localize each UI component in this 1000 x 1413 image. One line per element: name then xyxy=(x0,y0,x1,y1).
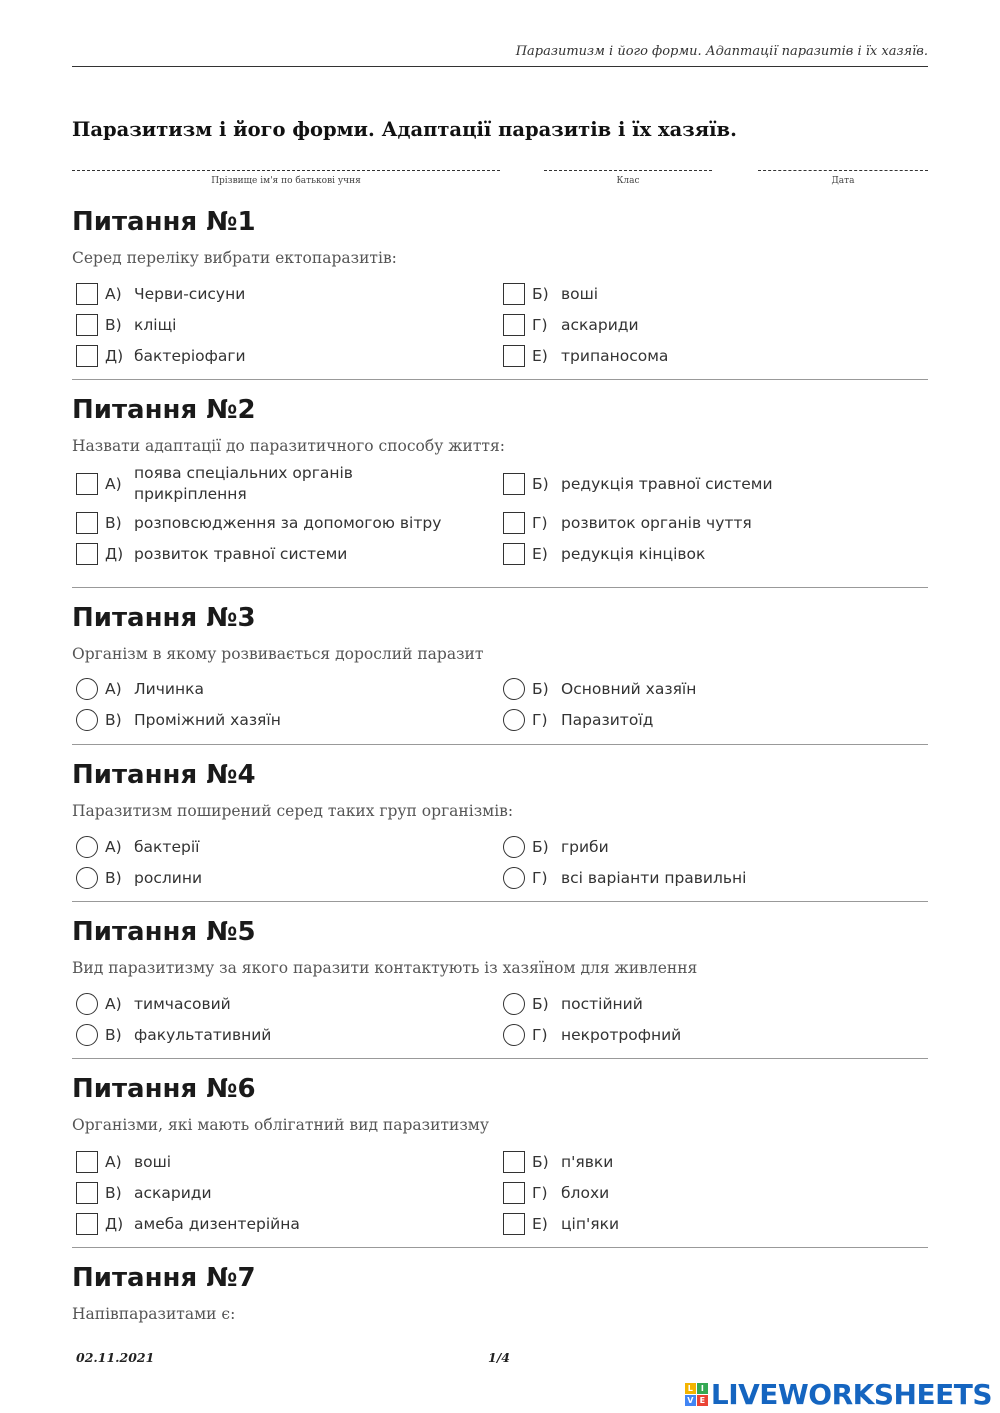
question-prompt: Серед переліку вибрати ектопаразитів: xyxy=(72,249,397,267)
answer-option[interactable] xyxy=(72,462,492,506)
question-heading: Питання №5 xyxy=(72,917,256,947)
radio-button[interactable] xyxy=(76,836,98,858)
checkbox[interactable] xyxy=(503,1182,525,1204)
option-text: гриби xyxy=(561,837,609,856)
option-letter: Б) xyxy=(532,680,549,698)
option-text: кліщі xyxy=(134,315,177,334)
answer-option[interactable] xyxy=(72,989,492,1019)
radio-button[interactable] xyxy=(76,867,98,889)
name-caption: Прізвище ім'я по батькові учня xyxy=(211,176,361,186)
logo-cell: I xyxy=(697,1383,708,1394)
question-heading: Питання №4 xyxy=(72,760,256,790)
footer-page-number: 1/4 xyxy=(488,1350,510,1365)
checkbox[interactable] xyxy=(503,314,525,336)
checkbox[interactable] xyxy=(76,314,98,336)
question-prompt: Організми, які мають облігатний вид паразитизму xyxy=(72,1116,489,1134)
answer-option[interactable] xyxy=(499,989,919,1019)
answer-option[interactable] xyxy=(499,508,919,538)
answer-option[interactable] xyxy=(72,863,492,893)
checkbox[interactable] xyxy=(76,283,98,305)
option-text: Паразитоїд xyxy=(561,710,654,729)
radio-button[interactable] xyxy=(76,678,98,700)
logo-cell: V xyxy=(685,1395,696,1406)
answer-option[interactable] xyxy=(72,279,492,309)
answer-option[interactable] xyxy=(72,1178,492,1208)
option-text: постійний xyxy=(561,994,643,1013)
option-text: розвиток органів чуття xyxy=(561,513,752,532)
checkbox[interactable] xyxy=(503,473,525,495)
class-field[interactable] xyxy=(544,158,712,186)
date-caption: Дата xyxy=(831,176,855,186)
radio-button[interactable] xyxy=(503,678,525,700)
radio-button[interactable] xyxy=(76,993,98,1015)
answer-option[interactable] xyxy=(499,1209,919,1239)
question-3 xyxy=(72,600,928,666)
answer-option[interactable] xyxy=(72,539,492,569)
option-letter: Б) xyxy=(532,1153,549,1171)
question-heading: Питання №2 xyxy=(72,395,256,425)
question-6 xyxy=(72,1071,928,1137)
name-blank-line xyxy=(72,170,500,171)
radio-button[interactable] xyxy=(76,1024,98,1046)
question-heading: Питання №6 xyxy=(72,1074,256,1104)
option-text: воші xyxy=(134,1152,172,1171)
option-text: п'явки xyxy=(561,1152,614,1171)
brand-word-live: LIVE xyxy=(710,1378,778,1411)
class-caption: Клас xyxy=(616,176,640,186)
question-divider xyxy=(72,379,928,380)
answer-option[interactable] xyxy=(499,1147,919,1177)
header-rule xyxy=(72,66,928,67)
option-letter: Г) xyxy=(532,316,548,334)
checkbox[interactable] xyxy=(503,283,525,305)
option-text: бактеріофаги xyxy=(134,346,246,365)
checkbox[interactable] xyxy=(503,512,525,534)
checkbox[interactable] xyxy=(76,1151,98,1173)
option-letter: Д) xyxy=(105,1215,124,1233)
footer-date: 02.11.2021 xyxy=(76,1350,155,1365)
option-letter: А) xyxy=(105,680,122,698)
liveworksheets-logo-icon xyxy=(685,1383,708,1406)
radio-button[interactable] xyxy=(503,1024,525,1046)
option-letter: Г) xyxy=(532,514,548,532)
option-letter: В) xyxy=(105,1026,122,1044)
option-letter: Б) xyxy=(532,475,549,493)
option-text: аскариди xyxy=(561,315,639,334)
option-text: ціп'яки xyxy=(561,1214,620,1233)
radio-button[interactable] xyxy=(503,993,525,1015)
answer-option[interactable] xyxy=(72,705,492,735)
option-text: блохи xyxy=(561,1183,610,1202)
option-text: бактерії xyxy=(134,837,200,856)
option-letter: В) xyxy=(105,316,122,334)
answer-option[interactable] xyxy=(72,1020,492,1050)
option-text: поява спеціальних органів прикріплення xyxy=(134,464,353,503)
option-letter: А) xyxy=(105,838,122,856)
option-letter: Г) xyxy=(532,869,548,887)
answer-option[interactable] xyxy=(499,674,919,704)
answer-option[interactable] xyxy=(499,863,919,893)
name-field[interactable] xyxy=(72,158,500,186)
option-text: Личинка xyxy=(134,679,204,698)
date-field[interactable] xyxy=(758,158,928,186)
answer-option[interactable] xyxy=(72,832,492,862)
option-text: редукція кінцівок xyxy=(561,544,706,563)
option-letter: В) xyxy=(105,514,122,532)
option-text: воші xyxy=(561,284,599,303)
option-letter: Е) xyxy=(532,1215,548,1233)
checkbox[interactable] xyxy=(76,543,98,565)
date-blank-line xyxy=(758,170,928,171)
option-text: редукція травної системи xyxy=(561,474,773,493)
option-letter: А) xyxy=(105,475,122,493)
logo-cell: L xyxy=(685,1383,696,1394)
question-heading: Питання №1 xyxy=(72,207,256,237)
option-text: трипаносома xyxy=(561,346,669,365)
question-divider xyxy=(72,744,928,745)
option-text: Черви-сисуни xyxy=(134,284,246,303)
option-letter: Д) xyxy=(105,545,124,563)
question-7 xyxy=(72,1260,928,1326)
answer-option[interactable] xyxy=(499,539,919,569)
answer-option[interactable] xyxy=(72,341,492,371)
question-heading: Питання №7 xyxy=(72,1263,256,1293)
question-2 xyxy=(72,392,928,458)
option-letter: Е) xyxy=(532,347,548,365)
option-letter: Г) xyxy=(532,1184,548,1202)
answer-option[interactable] xyxy=(72,508,492,538)
answer-option[interactable] xyxy=(72,674,492,704)
option-text: розвиток травної системи xyxy=(134,544,348,563)
answer-option[interactable] xyxy=(72,1147,492,1177)
option-letter: Б) xyxy=(532,995,549,1013)
answer-option[interactable] xyxy=(499,279,919,309)
option-text: розповсюдження за допомогою вітру xyxy=(134,513,442,532)
radio-button[interactable] xyxy=(503,867,525,889)
option-letter: А) xyxy=(105,1153,122,1171)
checkbox[interactable] xyxy=(503,543,525,565)
answer-option[interactable] xyxy=(499,341,919,371)
option-text: Проміжний хазяїн xyxy=(134,710,281,729)
question-divider xyxy=(72,587,928,588)
option-letter: Г) xyxy=(532,1026,548,1044)
running-header: Паразитизм і його форми. Адаптації паразитів і їх хазяїв. xyxy=(515,44,928,59)
option-text: некротрофний xyxy=(561,1025,682,1044)
option-text: Основний хазяїн xyxy=(561,679,697,698)
brand-word-rest: WORKSHEETS xyxy=(777,1378,992,1411)
radio-button[interactable] xyxy=(503,836,525,858)
question-divider xyxy=(72,1247,928,1248)
radio-button[interactable] xyxy=(76,709,98,731)
option-letter: Б) xyxy=(532,838,549,856)
class-blank-line xyxy=(544,170,712,171)
checkbox[interactable] xyxy=(76,1213,98,1235)
option-letter: Е) xyxy=(532,545,548,563)
checkbox[interactable] xyxy=(76,512,98,534)
answer-option[interactable] xyxy=(72,1209,492,1239)
checkbox[interactable] xyxy=(503,1213,525,1235)
checkbox[interactable] xyxy=(76,345,98,367)
option-text: амеба дизентерійна xyxy=(134,1214,300,1233)
question-prompt: Вид паразитизму за якого паразити контактують із хазяїном для живлення xyxy=(72,959,698,977)
option-text: аскариди xyxy=(134,1183,212,1202)
answer-option[interactable] xyxy=(499,832,919,862)
question-4 xyxy=(72,757,928,823)
option-letter: В) xyxy=(105,711,122,729)
option-letter: А) xyxy=(105,285,122,303)
answer-option[interactable] xyxy=(499,1178,919,1208)
answer-option[interactable] xyxy=(499,705,919,735)
logo-cell: E xyxy=(697,1395,708,1406)
question-5 xyxy=(72,914,928,980)
checkbox[interactable] xyxy=(503,345,525,367)
radio-button[interactable] xyxy=(503,709,525,731)
answer-option[interactable] xyxy=(72,310,492,340)
answer-option[interactable] xyxy=(499,462,919,506)
question-prompt: Паразитизм поширений серед таких груп організмів: xyxy=(72,802,514,820)
checkbox[interactable] xyxy=(503,1151,525,1173)
option-text: факультативний xyxy=(134,1025,272,1044)
question-prompt: Назвати адаптації до паразитичного способу життя: xyxy=(72,437,505,455)
question-divider xyxy=(72,1058,928,1059)
document-title: Паразитизм і його форми. Адаптації паразитів і їх хазяїв. xyxy=(72,118,737,141)
option-text: тимчасовий xyxy=(134,994,231,1013)
question-heading: Питання №3 xyxy=(72,603,256,633)
option-letter: А) xyxy=(105,995,122,1013)
question-prompt: Напівпаразитами є: xyxy=(72,1305,236,1323)
option-text: рослини xyxy=(134,868,203,887)
option-letter: В) xyxy=(105,869,122,887)
checkbox[interactable] xyxy=(76,1182,98,1204)
option-letter: Г) xyxy=(532,711,548,729)
answer-option[interactable] xyxy=(499,310,919,340)
question-prompt: Організм в якому розвивається дорослий паразит xyxy=(72,645,484,663)
checkbox[interactable] xyxy=(76,473,98,495)
option-letter: В) xyxy=(105,1184,122,1202)
option-letter: Б) xyxy=(532,285,549,303)
liveworksheets-brand xyxy=(685,1378,992,1411)
question-divider xyxy=(72,901,928,902)
option-letter: Д) xyxy=(105,347,124,365)
option-text: всі варіанти правильні xyxy=(561,868,747,887)
answer-option[interactable] xyxy=(499,1020,919,1050)
question-1 xyxy=(72,204,928,270)
